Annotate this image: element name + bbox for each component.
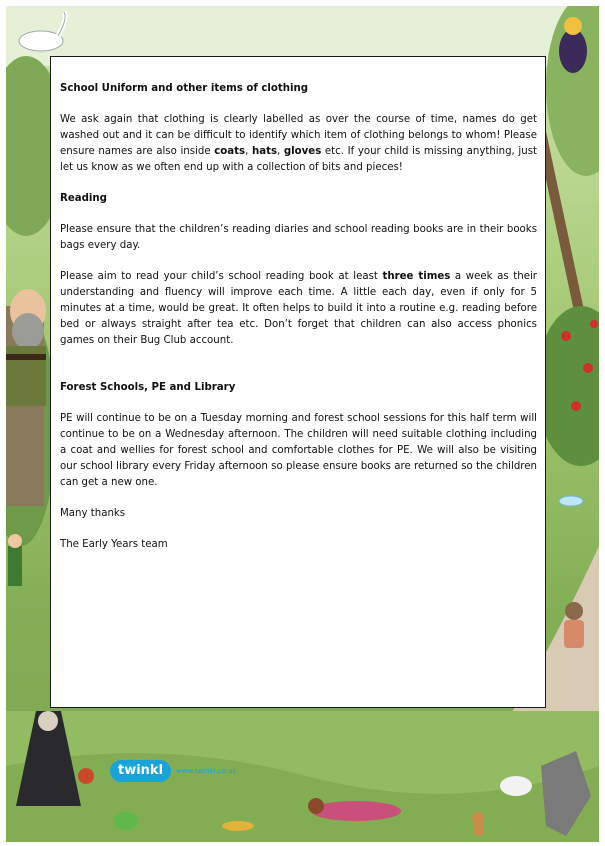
text-run: Please aim to read your child’s school reading book at least [60, 271, 383, 282]
text-run: We ask again that clothing is clearly labelled as over the course of time, names do get washed out and it can be difficult to identify which item of clothing belongs to whom! Please ensure names are also inside [60, 114, 537, 157]
letter-panel [50, 56, 546, 708]
twinkl-logo: twinkl [110, 760, 171, 782]
page-background [6, 6, 599, 842]
section-heading: Forest Schools, PE and Library [60, 382, 236, 393]
text-run: PE will continue to be on a Tuesday morning and forest school sessions for this half term will continue to be on a Wednesday afternoon. The children will need suitable clothing including a coat and wellies for forest school and comfortable clothes for PE. We will also be visiting our school library every Friday afternoon so please ensure books are returned so the children can get a new one. [60, 413, 537, 488]
signature: The Early Years team [60, 539, 168, 550]
section-paragraph [60, 112, 537, 176]
closing-line: Many thanks [60, 508, 126, 519]
text-run: Please ensure that the children’s reading diaries and school reading books are in their books bags every day. [60, 224, 537, 251]
letter-body [60, 81, 537, 553]
text-run: a week as their understanding and fluency will improve each time. A little each day, even if only for 5 minutes at a time, would be great. It often helps to build it into a routine e.g. reading before bed or always straight after tea etc. Don’t forget that children can also access phonics games on their Bug Club account. [60, 271, 537, 346]
bold-text: coats [214, 146, 246, 157]
bold-text: gloves [283, 146, 322, 157]
twinkl-branding [110, 760, 237, 782]
section-heading: School Uniform and other items of clothing [60, 83, 309, 94]
twinkl-url: www.twinkl.co.uk [176, 767, 237, 775]
text-run: , [277, 146, 284, 157]
section-paragraph [60, 269, 537, 349]
text-run: , [245, 146, 252, 157]
bold-text: hats [251, 146, 278, 157]
section-heading: Reading [60, 193, 107, 204]
section-paragraph [60, 222, 537, 254]
bold-text: three times [382, 271, 451, 282]
text-run: etc. If your child is missing anything, just let us know as we often end up with a collection of bits and pieces! [60, 146, 537, 173]
section-paragraph [60, 411, 537, 491]
